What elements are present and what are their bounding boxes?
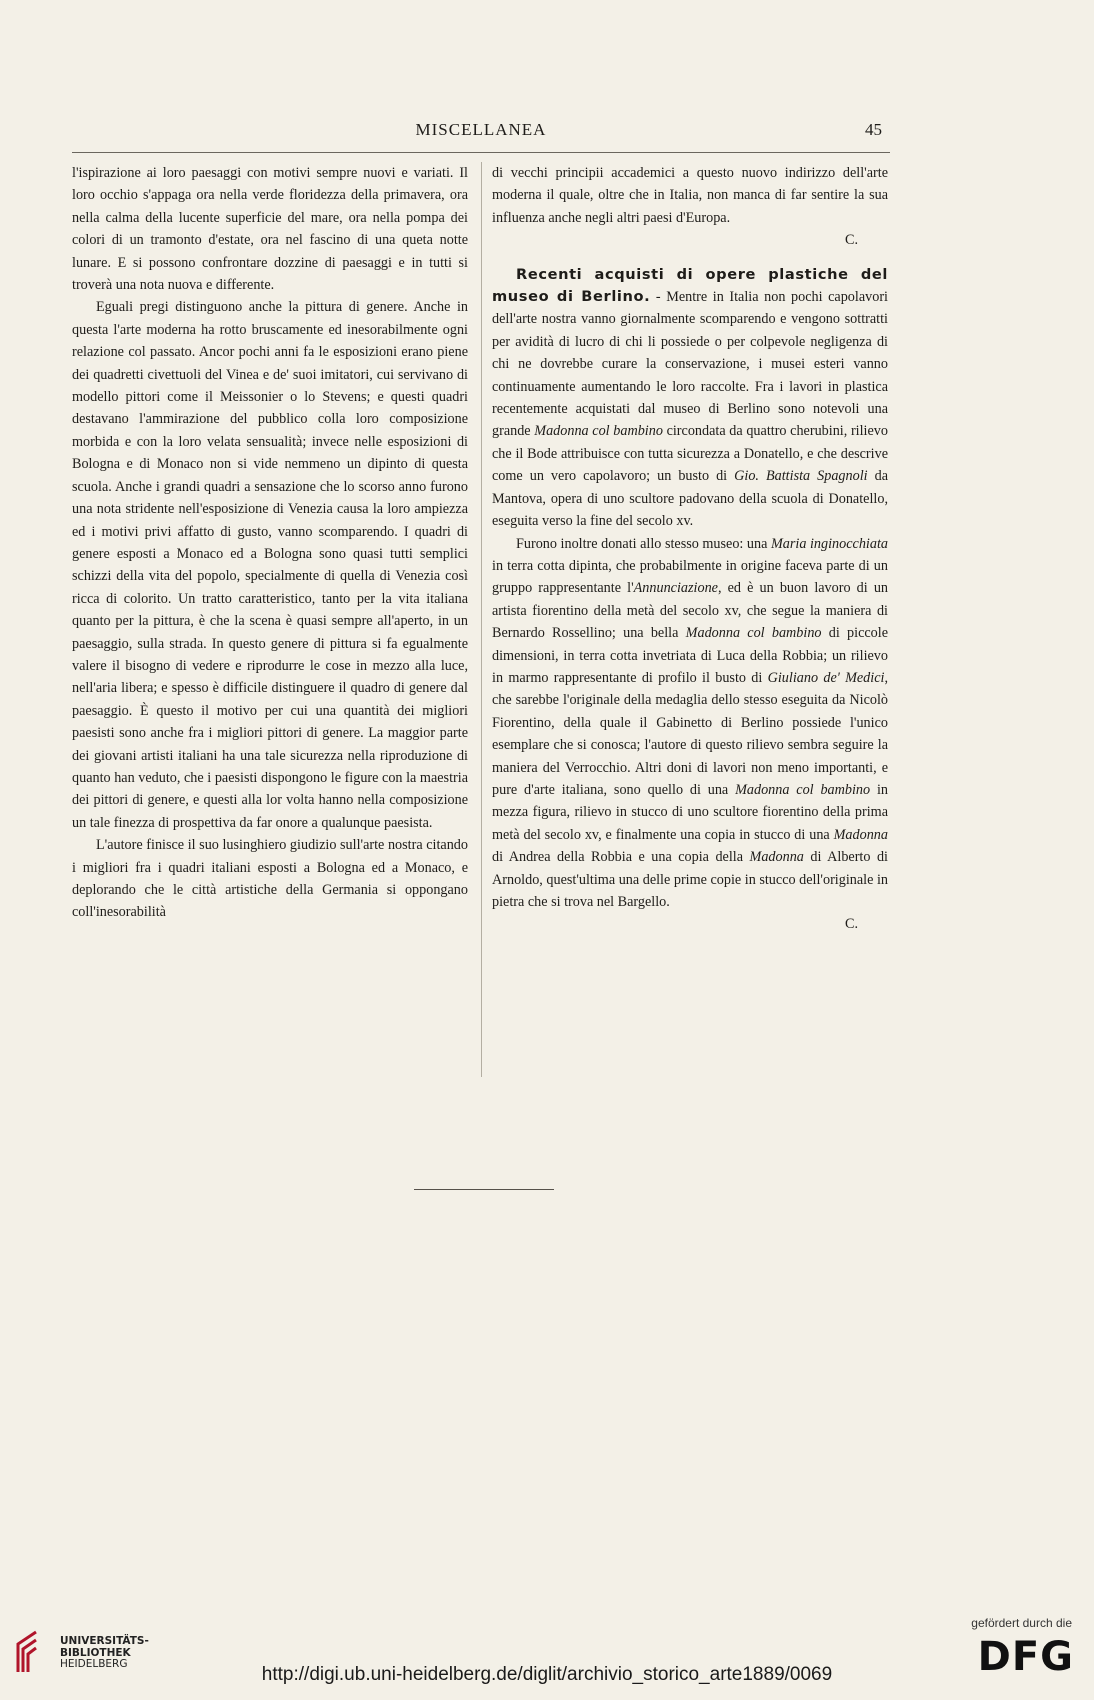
text-run: di piccole dimensioni, in terra cotta invetriata di Luca della Robbia; un rilievo in marmo rappresentante di profilo il busto di (492, 625, 888, 686)
paragraph: l'ispirazione ai loro paesaggi con motivi sempre nuovi e variati. Il loro occhio s'appaga ora nella verde floridezza della primavera, ora nella calma della lucente superficie del mare, ora nella pompa dei colori di un tramonto d'estate, ora nel fascino di una queta notte lunare. E si possono confrontare dozzine di paesaggi e in tutti si troverà una nota nuova e differente. (72, 165, 468, 294)
text-run: , che sarebbe l'originale della medaglia dello stesso eseguita da Nicolò Fiorentino, della quale il Gabinetto di Berlino possiede l'unico esemplare che si conosca; l'autore di questo rilievo sembra seguire la maniera del Verrocchio. Altri doni di lavori non meno importanti, e pure d'arte italiana, sono quello di una (492, 669, 889, 798)
paragraph: Eguali pregi distinguono anche la pittura di genere. Anche in questa l'arte moderna ha rotto bruscamente ed inesorabilmente ogni relazione col passato. Ancor pochi anni fa le esposizioni erano piene dei quadretti civettuoli del Vinea e de' suoi imitatori, cui servivano di modello pittori come il Meissonier o lo Stevens; e questi quadri destavano l'ammirazione del pubblico colla loro composizione morbida e con la loro velata sensualità; invece nelle esposizioni di Bologna e di Monaco non si vide nemmeno un dipinto di questa scuola. Anche i grandi quadri a sensazione che lo scorso anno furono una nota stridente nell'esposizione di Venezia causa la loro ampiezza ed i motivi privi affatto di gusto, vanno scomparendo. I quadri di genere esposti a Monaco ed a Bologna sono quasi tutti semplici schizzi della vita del popolo, specialmente di quella di Venezia così ricca di colorito. Un tratto caratteristico, tanto per la vita italiana quanto per la pittura, è che la scena è quasi sempre all'aperto, in un paesaggio, sulla strada. In questo genere di pittura si fa egualmente valere il bisogno di vedere e riprodurre le cose in mezzo alla luce, nell'aria libera; e spesso è difficile distinguere il quadro di genere dal paesaggio. È questo il motivo per cui una quantità dei migliori paesisti sono anche fra i migliori pittori di genere. La maggior parte dei giovani artisti italiani ha una tale sicurezza nella riproduzione di quanto han veduto, che i paesisti dispongono le figure con la maestria dei pittori di genere, e questi alla lor volta hanno nella composizione un tale finezza di prospettiva da far onore a qualunque paesista. (72, 299, 468, 831)
text-run: in terra cotta dipinta, che probabilmente in origine faceva parte di un gruppo rappresentante l' (492, 557, 888, 597)
text-run: di Andrea della Robbia e una copia della (492, 849, 750, 866)
text-run: , ed è un buon lavoro di un artista fiorentino della metà del secolo xv, che segue la maniera di Bernardo Rossellino; una bella (492, 580, 889, 642)
artwork-title: Annunciazione (633, 580, 718, 597)
signature: C. (844, 232, 858, 249)
artwork-title: Madonna (833, 826, 888, 843)
article-paragraph (492, 264, 888, 533)
text-run: da Mantova, opera di uno scultore padovano della scuola di Donatello, eseguita verso la fine del secolo xv. (492, 468, 888, 530)
artwork-title: Maria inginocchiata (770, 535, 888, 552)
artwork-title: Madonna col bambino (735, 781, 871, 798)
text-run: circondata da quattro cherubini, rilievo che il Bode attribuisce con tutta sicurezza a Donatello, e che descrive come un vero capolavoro; un busto di (492, 423, 888, 485)
paragraph: di vecchi principii accademici a questo nuovo indirizzo dell'arte moderna il quale, oltre che in Italia, non manca di far sentire la sua influenza anche negli altri paesi d'Europa. (492, 165, 888, 226)
article-heading: Recenti acquisti di opere plastiche del museo di Berlino. (492, 265, 888, 306)
text-run: di Alberto di Arnoldo, quest'ultima una delle prime copie in stucco dell'originale in pietra che si trova nel Bargello. (492, 849, 888, 910)
artwork-title: Madonna (749, 849, 804, 866)
digitization-footer (0, 1600, 1094, 1700)
text-run: in mezza figura, rilievo in stucco di uno scultore fiorentino della prima metà del secolo xv, e finalmente una copia in stucco di una (492, 781, 888, 843)
artwork-title: Gio. Battista Spagnoli (734, 468, 868, 485)
artwork-title: Madonna col bambino (685, 625, 822, 642)
header-rule (72, 152, 890, 153)
signature: C. (844, 916, 858, 933)
artwork-title: Madonna col bambino (534, 423, 663, 440)
text-run: Furono inoltre donati allo stesso museo: una (516, 535, 771, 552)
spacer (492, 252, 888, 264)
paragraph: L'autore finisce il suo lusinghiero giudizio sull'arte nostra citando i migliori fra i quadri italiani esposti a Bologna ed a Monaco, e deplorando che le città artistiche della Germania si oppongano coll'inesorabilità (72, 837, 468, 921)
running-header (72, 116, 890, 146)
left-column (72, 162, 468, 924)
dfg-logo: DFG (977, 1634, 1074, 1680)
funding-label: gefördert durch die (971, 1616, 1072, 1630)
paragraph (492, 533, 888, 914)
artwork-title: Giuliano de' Medici (767, 669, 885, 686)
page-number: 45 (865, 120, 882, 139)
right-column (492, 162, 888, 936)
text-run: - Mentre in Italia non pochi capolavori dell'arte nostra vanno giornalmente scomparendo e vengono sottratti per avidità di lucro di chi li possiede o per colpevole negligenza di chi ne dovrebbe curare la conservazione, i musei esteri vanno continuamente aumentando le loro raccolte. Fra i lavori in plastica recentemente acquistati dal museo di Berlino sono notevoli una grande (492, 289, 888, 440)
running-title: MISCELLANEA (415, 120, 547, 139)
column-divider (481, 162, 482, 1077)
library-name: UNIVERSITÄTS- BIBLIOTHEK HEIDELBERG (60, 1635, 149, 1670)
section-end-rule (414, 1189, 554, 1190)
source-url[interactable]: http://digi.ub.uni-heidelberg.de/diglit/archivio_storico_arte1889/0069 (261, 1664, 833, 1685)
